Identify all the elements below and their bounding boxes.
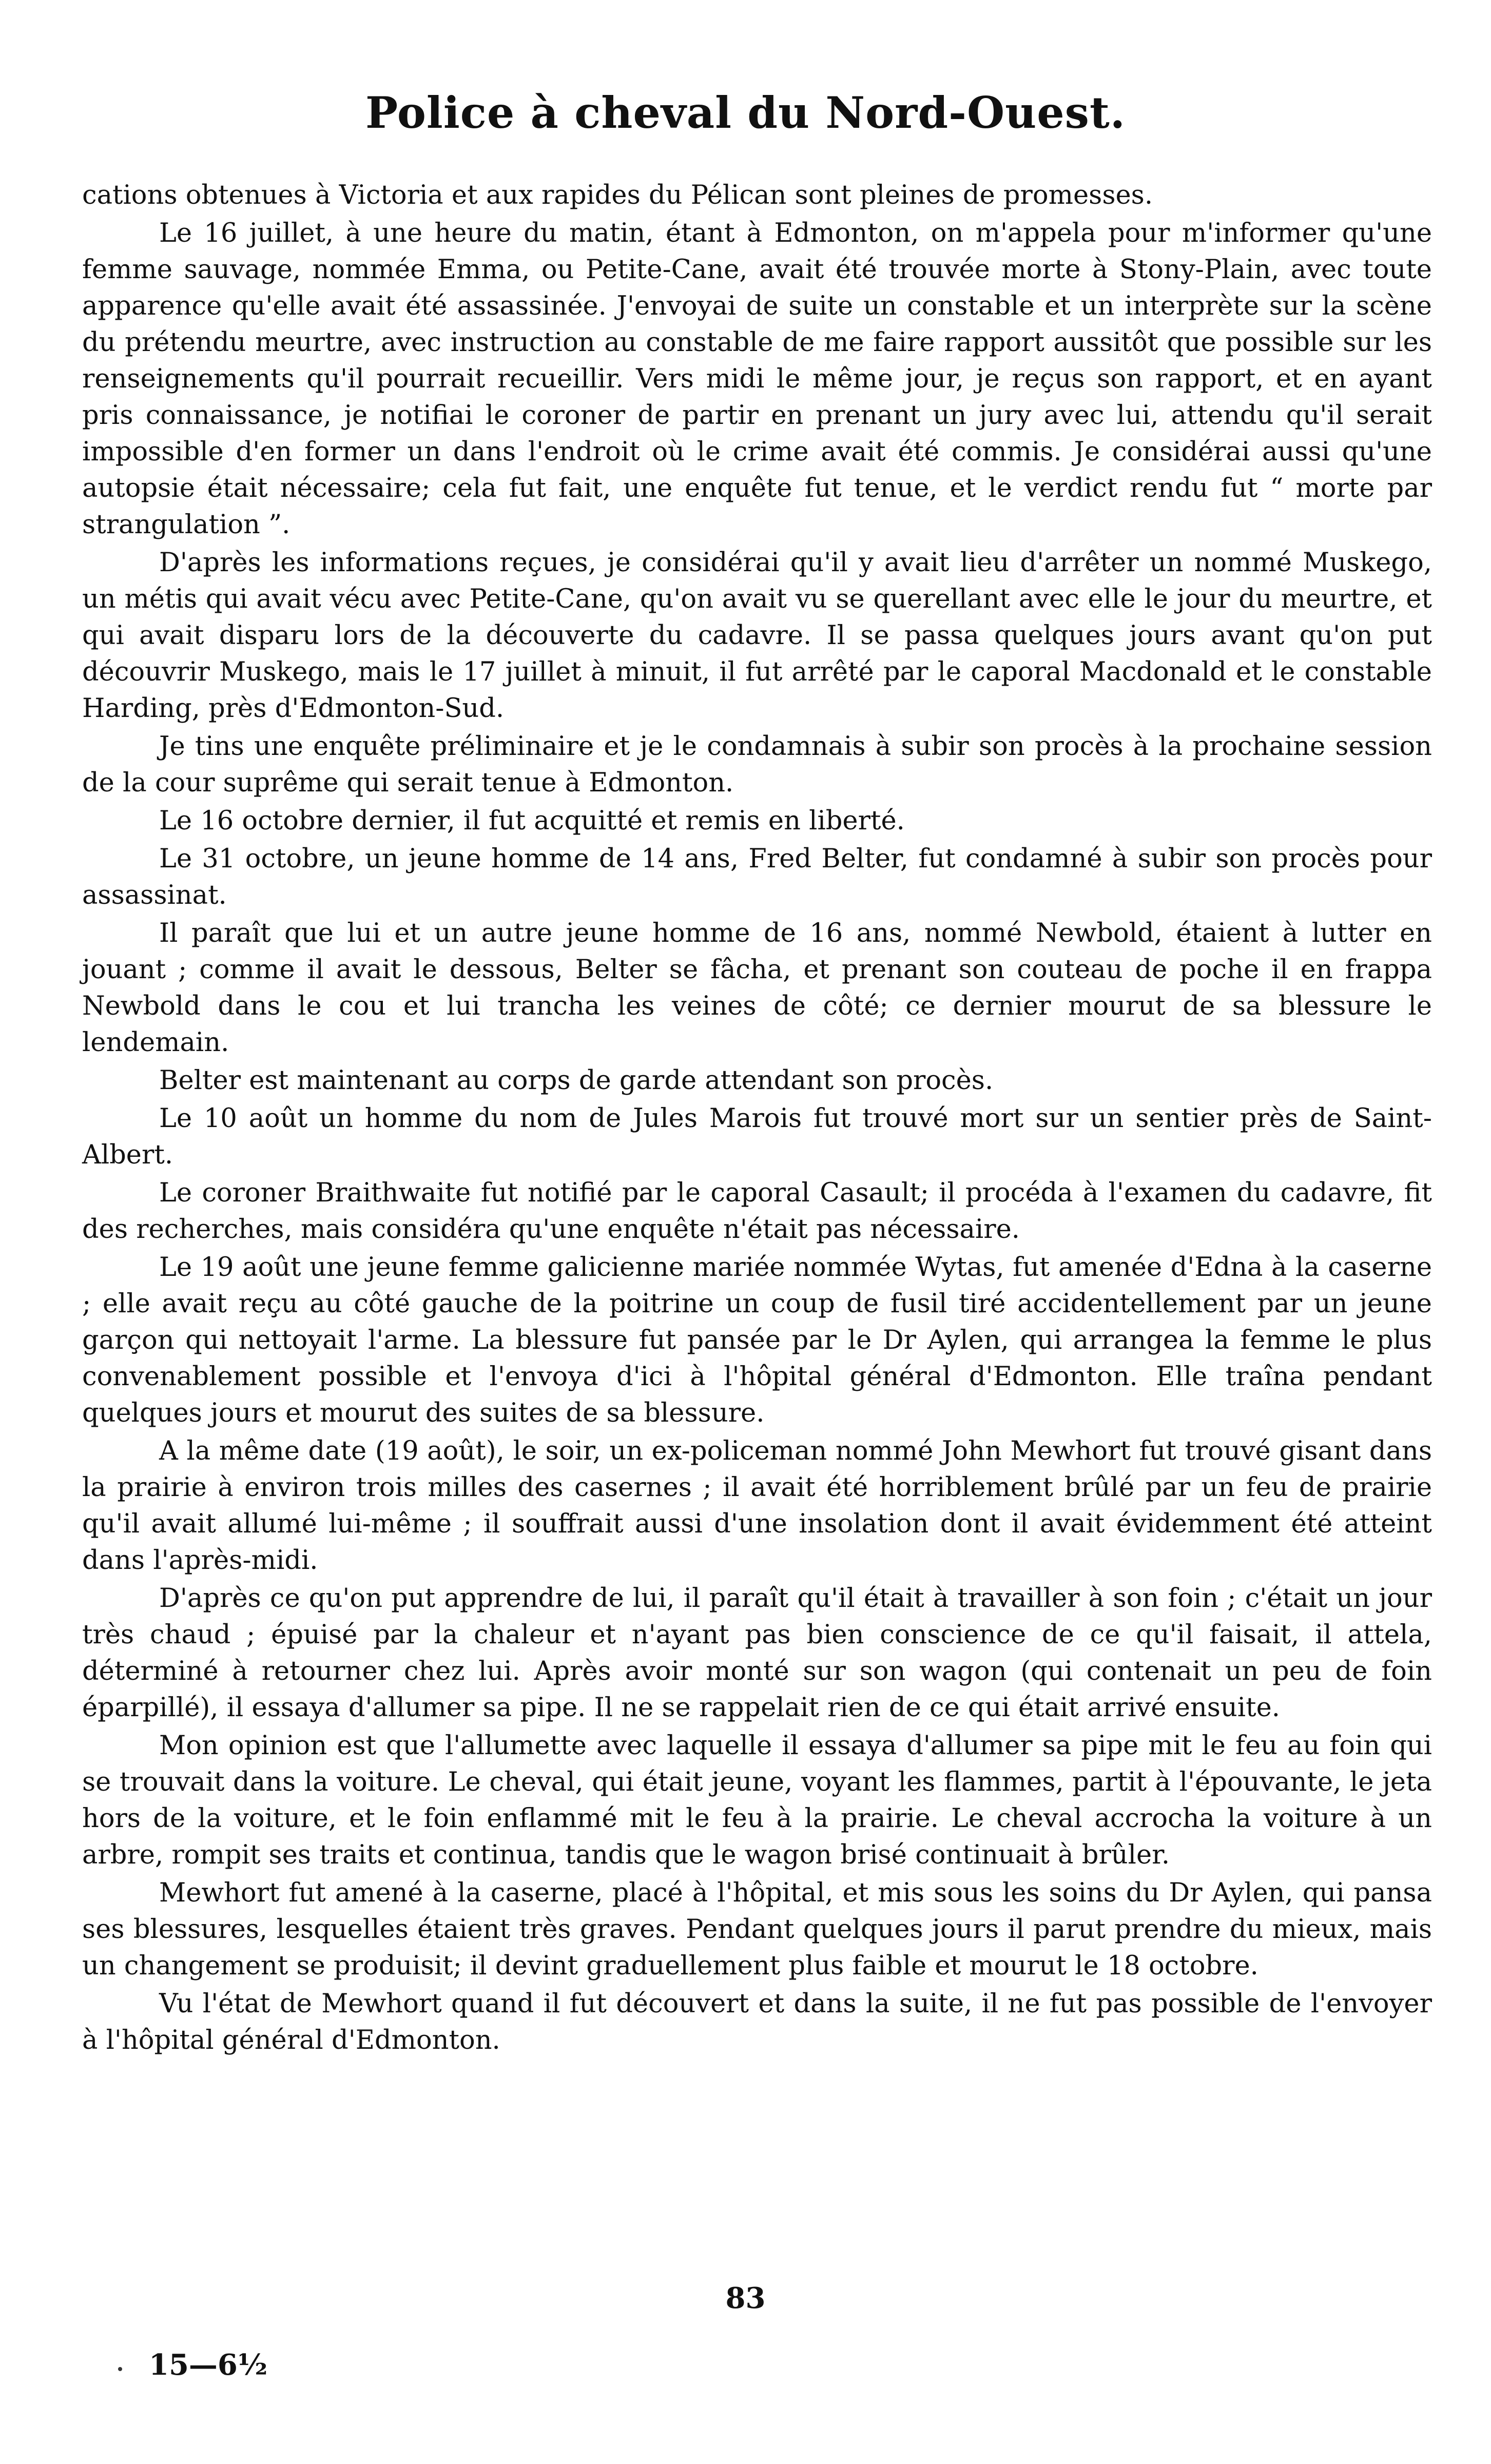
paragraph-9: Le 10 août un homme du nom de Jules Marois fut trouvé mort sur un sentier près de Saint-Albert. [82,1103,1432,1170]
signature-mark: 15—6½ [149,2348,268,2382]
paragraph-4: Je tins une enquête préliminaire et je le condamnais à subir son procès à la prochaine session de la cour suprême qui serait tenue à Edmonton. [82,731,1432,798]
paragraph-3: D'après les informations reçues, je considérai qu'il y avait lieu d'arrêter un nommé Muskego, un métis qui avait vécu avec Petite-Cane, qu'on avait vu se querellant avec elle le jour du meurtre, et qui avait disparu lors de la découverte du cadavre. Il se passa quelques jours avant qu'on put découvrir Muskego, mais le 17 juillet à minuit, il fut arrêté par le caporal Macdonald et le constable Harding, près d'Edmonton-Sud. [82,548,1432,724]
paragraph-14: Mon opinion est que l'allumette avec laquelle il essaya d'allumer sa pipe mit le feu au foin qui se trouvait dans la voiture. Le cheval, qui était jeune, voyant les flammes, partit à l'épouvante, le jeta hors de la voiture, et le foin enflammé mit le feu à la prairie. Le cheval accrocha la voiture à un arbre, rompit ses traits et continua, tandis que le wagon brisé continuait à brûler. [82,1731,1432,1870]
paragraph-8: Belter est maintenant au corps de garde attendant son procès. [159,1065,994,1096]
page-title: Police à cheval du Nord-Ouest. [365,87,1126,138]
paragraph-16: Vu l'état de Mewhort quand il fut découvert et dans la suite, il ne fut pas possible de l'envoyer à l'hôpital général d'Edmonton. [82,1989,1432,2055]
paragraph-2: Le 16 juillet, à une heure du matin, étant à Edmonton, on m'appela pour m'informer qu'une femme sauvage, nommée Emma, ou Petite-Cane, avait été trouvée morte à Stony-Plain, avec toute apparence qu'elle avait été assassinée. J'envoyai de suite un constable et un interprète sur la scène du prétendu meurtre, avec instruction au constable de me faire rapport aussitôt que possible sur les renseignements qu'il pourrait recueillir. Vers midi le même jour, je reçus son rapport, et en ayant pris connaissance, je notifiai le coroner de partir en prenant un jury avec lui, attendu qu'il serait impossible d'en former un dans l'endroit où le crime avait été commis. Je considérai aussi qu'une autopsie était nécessaire; cela fut fait, une enquête fut tenue, et le verdict rendu fut “ morte par strangulation ”. [82,218,1432,540]
paragraph-12: A la même date (19 août), le soir, un ex-policeman nommé John Mewhort fut trouvé gisant dans la prairie à environ trois milles des casernes ; il avait été horriblement brûlé par un feu de prairie qu'il avait allumé lui-même ; il souffrait aussi d'une insolation dont il avait évidemment été atteint dans l'après-midi. [82,1436,1432,1576]
paragraph-13: D'après ce qu'on put apprendre de lui, il paraît qu'il était à travailler à son foin ; c'était un jour très chaud ; épuisé par la chaleur et n'ayant pas bien conscience de ce qu'il faisait, il attela, déterminé à retourner chez lui. Après avoir monté sur son wagon (qui contenait un peu de foin éparpillé), il essaya d'allumer sa pipe. Il ne se rappelait rien de ce qui était arrivé ensuite. [82,1583,1432,1723]
paragraph-7: Il paraît que lui et un autre jeune homme de 16 ans, nommé Newbold, étaient à lutter en jouant ; comme il avait le dessous, Belter se fâcha, et prenant son couteau de poche il en frappa Newbold dans le cou et lui trancha les veines de côté; ce dernier mourut de sa blessure le lendemain. [82,918,1432,1058]
paragraph-15: Mewhort fut amené à la caserne, placé à l'hôpital, et mis sous les soins du Dr Aylen, qui pansa ses blessures, lesquelles étaient très graves. Pendant quelques jours il parut prendre du mieux, mais un changement se produisit; il devint graduellement plus faible et mourut le 18 octobre. [82,1878,1432,1981]
paragraph-10: Le coroner Braithwaite fut notifié par le caporal Casault; il procéda à l'examen du cadavre, fit des recherches, mais considéra qu'une enquête n'était pas nécessaire. [82,1178,1432,1245]
paragraph-6: Le 31 octobre, un jeune homme de 14 ans, Fred Belter, fut condamné à subir son procès pour assassinat. [82,844,1432,910]
paragraph-11: Le 19 août une jeune femme galicienne mariée nommée Wytas, fut amenée d'Edna à la caserne ; elle avait reçu au côté gauche de la poitrine un coup de fusil tiré accidentellement par un jeune garçon qui nettoyait l'arme. La blessure fut pansée par le Dr Aylen, qui arrangea la femme le plus convenablement possible et l'envoya d'ici à l'hôpital général d'Edmonton. Elle traîna pendant quelques jours et mourut des suites de sa blessure. [82,1252,1432,1428]
paragraph-1: cations obtenues à Victoria et aux rapides du Pélican sont pleines de promesses. [82,180,1153,210]
paragraph-5: Le 16 octobre dernier, il fut acquitté et remis en liberté. [159,806,905,836]
margin-dot-mark [118,2367,122,2371]
page-number: 83 [725,2281,766,2315]
body-text [82,177,1432,2060]
